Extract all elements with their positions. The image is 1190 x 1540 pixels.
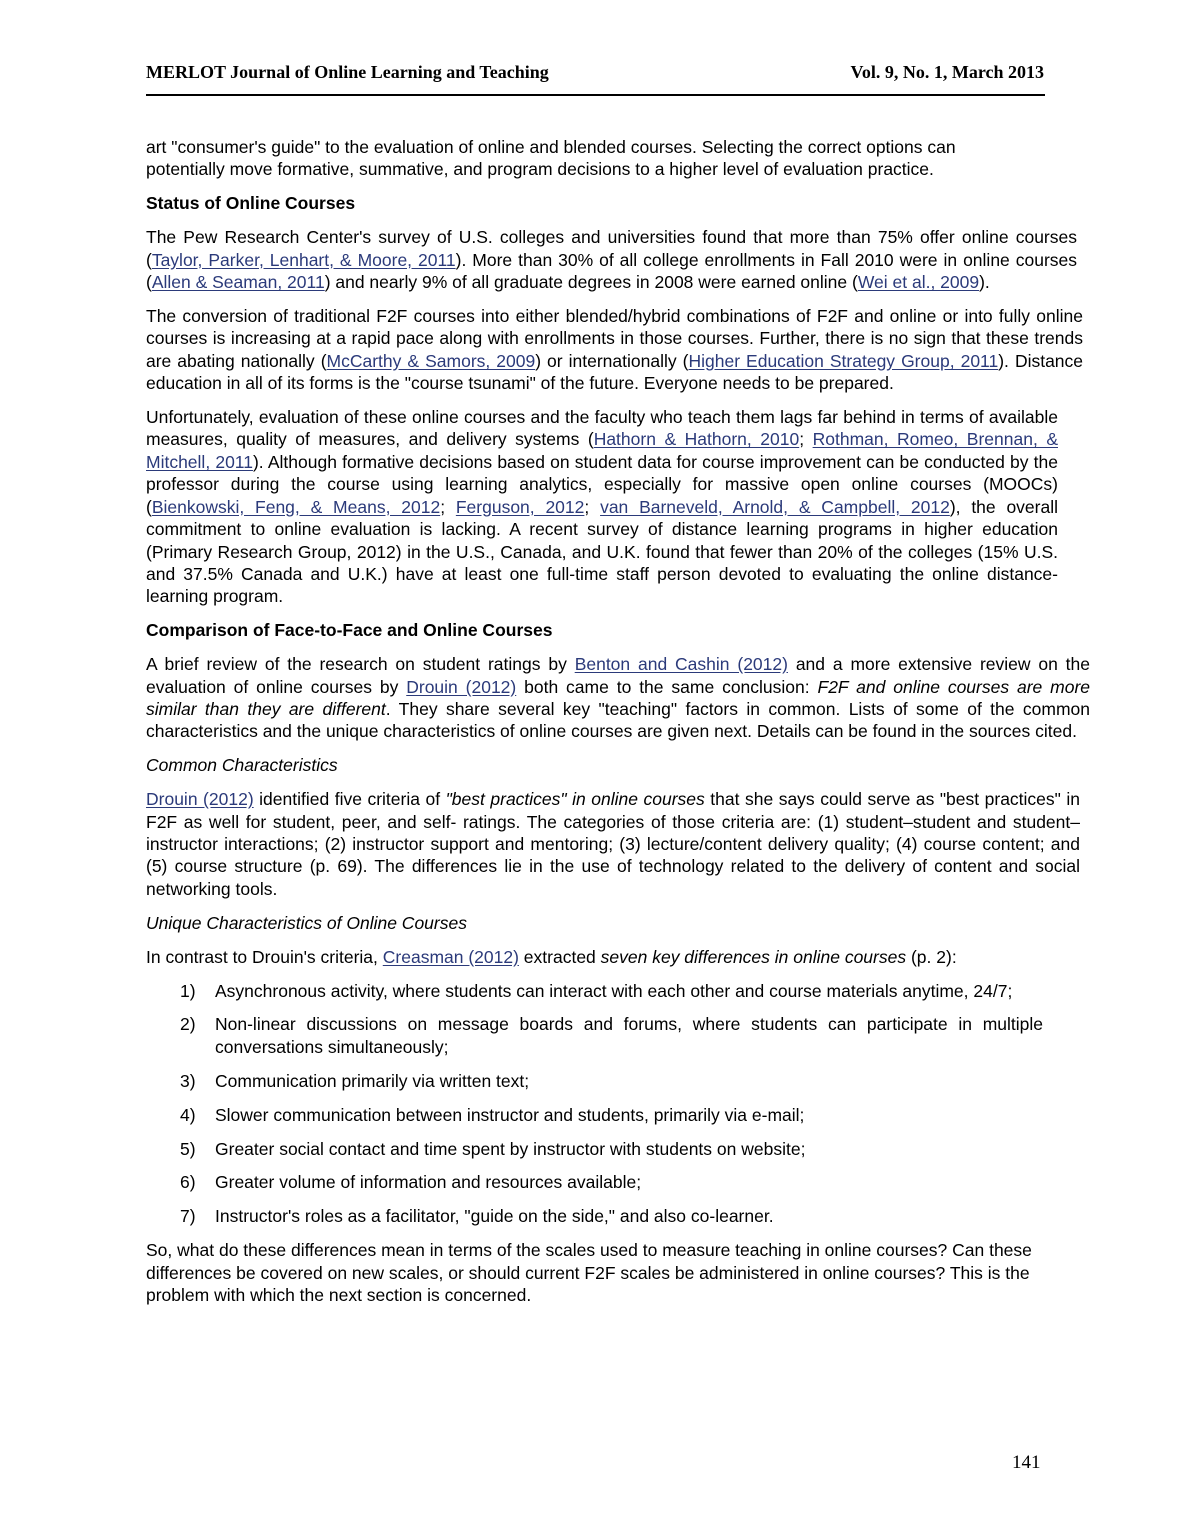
citation-drouin-2012-b[interactable]: Drouin (2012) <box>146 789 254 810</box>
journal-title: MERLOT Journal of Online Learning and Teaching <box>146 62 549 82</box>
list-item: 5) Greater social contact and time spent by instructor with students on website; <box>180 1138 806 1159</box>
status-paragraph-2: The conversion of traditional F2F courses into either blended/hybrid combinations of F2F and online or into fully online courses is increasing at a rapid pace along with enrollments in those courses. Further, there is no sign that these trends are abating nationally (McCarthy & Samors, 2009) or internationally (Higher Education Strategy Group, 2011). Distance education in all of its forms is the "course tsunami" of the future. Everyone needs to be prepared. <box>146 305 1084 394</box>
unique-intro-paragraph: In contrast to Drouin's criteria, Creasman (2012) extracted seven key differences in online courses (p. 2): <box>146 946 957 967</box>
citation-bienkowski-2012[interactable]: Bienkowski, Feng, & Means, 2012 <box>151 496 441 517</box>
list-item: 4) Slower communication between instructor and students, primarily via e-mail; <box>180 1104 805 1125</box>
citation-allen-2011[interactable]: Allen & Seaman, 2011 <box>151 272 325 293</box>
citation-van-barneveld-2012[interactable]: van Barneveld, Arnold, & Campbell, 2012 <box>600 496 950 517</box>
citation-creasman-2012[interactable]: Creasman (2012) <box>382 946 519 967</box>
citation-hesg-2011[interactable]: Higher Education Strategy Group, 2011 <box>688 350 999 371</box>
comparison-paragraph: A brief review of the research on student ratings by Benton and Cashin (2012) and a more extensive review on the evaluation of online courses by Drouin (2012) both came to the same conclusion: F2F and online courses are more similar than they are different. They share several key "teaching" factors in common. Lists of some of the common characteristics and the unique characteristics of online courses are given next. Details can be found in the sources cited. <box>146 654 1091 742</box>
citation-ferguson-2012[interactable]: Ferguson, 2012 <box>455 496 585 517</box>
subheading-common-characteristics: Common Characteristics <box>146 755 338 776</box>
page-number: 141 <box>1012 1452 1041 1473</box>
volume-issue: Vol. 9, No. 1, March 2013 <box>850 62 1044 82</box>
citation-hathorn-2010[interactable]: Hathorn & Hathorn, 2010 <box>593 429 800 450</box>
citation-benton-cashin-2012[interactable]: Benton and Cashin (2012) <box>574 654 788 675</box>
list-item: 3) Communication primarily via written text; <box>180 1070 530 1091</box>
status-paragraph-1: The Pew Research Center's survey of U.S. colleges and universities found that more than 75% offer online courses (Taylor, Parker, Lenhart, & Moore, 2011). More than 30% of all college enrollments in Fall 2010 were in online courses (Allen & Seaman, 2011) and nearly 9% of all graduate degrees in 2008 were earned online (Wei et al., 2009). <box>146 227 1078 293</box>
closing-paragraph: So, what do these differences mean in terms of the scales used to measure teaching in online courses? Can these differences be covered on new scales, or should current F2F scales be administered in online courses? This is the problem with which the next section is concerned. <box>146 1240 1032 1306</box>
running-header <box>146 60 1045 96</box>
list-item: 6) Greater volume of information and resources available; <box>180 1172 642 1193</box>
section-heading-status: Status of Online Courses <box>146 193 356 214</box>
subheading-unique-characteristics: Unique Characteristics of Online Courses <box>146 912 467 933</box>
intro-paragraph: art "consumer's guide" to the evaluation of online and blended courses. Selecting the correct options can potentially move formative, summative, and program decisions to a higher level of evaluation practice. <box>146 137 956 180</box>
citation-rothman-2011[interactable]: Rothman, Romeo, Brennan, & Mitchell, 2011 <box>146 429 1058 472</box>
citation-wei-2009[interactable]: Wei et al., 2009 <box>857 272 980 293</box>
citation-taylor-2011[interactable]: Taylor, Parker, Lenhart, & Moore, 2011 <box>151 249 456 270</box>
list-item: 2) Non-linear discussions on message boards and forums, where students can participate in multiple conversations simultaneously; <box>180 1014 1043 1057</box>
status-paragraph-3: Unfortunately, evaluation of these online courses and the faculty who teach them lags far behind in terms of available measures, quality of measures, and delivery systems (Hathorn & Hathorn, 2010; Rothman, Romeo, Brennan, & Mitchell, 2011). Although formative decisions based on student data for course improvement can be conducted by the professor during the course using learning analytics, especially for massive open online courses (MOOCs) (Bienkowski, Feng, & Means, 2012; Ferguson, 2012; van Barneveld, Arnold, & Campbell, 2012), the overall commitment to online evaluation is lacking. A recent survey of distance learning programs in higher education (Primary Research Group, 2012) in the U.S., Canada, and U.K. found that fewer than 20% of the colleges (15% U.S. and 37.5% Canada and U.K.) have at least one full-time staff person devoted to evaluating the online distance-learning program. <box>146 407 1059 607</box>
differences-list <box>146 980 1091 1228</box>
citation-drouin-2012[interactable]: Drouin (2012) <box>406 676 517 697</box>
section-heading-comparison: Comparison of Face-to-Face and Online Courses <box>146 620 553 641</box>
article-body <box>146 136 1091 1318</box>
common-paragraph: Drouin (2012) identified five criteria of "best practices" in online courses that she says could serve as "best practices" in F2F as well for student, peer, and self- ratings. The categories of those criteria are: (1) student–student and student–instructor interactions; (2) instructor support and mentoring; (3) lecture/content delivery quality; (4) course content; and (5) course structure (p. 69). The differences lie in the use of technology related to the delivery of content and social networking tools. <box>146 789 1080 899</box>
list-item: 7) Instructor's roles as a facilitator, "guide on the side," and also co-learner. <box>180 1206 774 1227</box>
list-item: 1) Asynchronous activity, where students can interact with each other and course materials anytime, 24/7; <box>180 980 1013 1001</box>
citation-mccarthy-2009[interactable]: McCarthy & Samors, 2009 <box>326 350 536 371</box>
